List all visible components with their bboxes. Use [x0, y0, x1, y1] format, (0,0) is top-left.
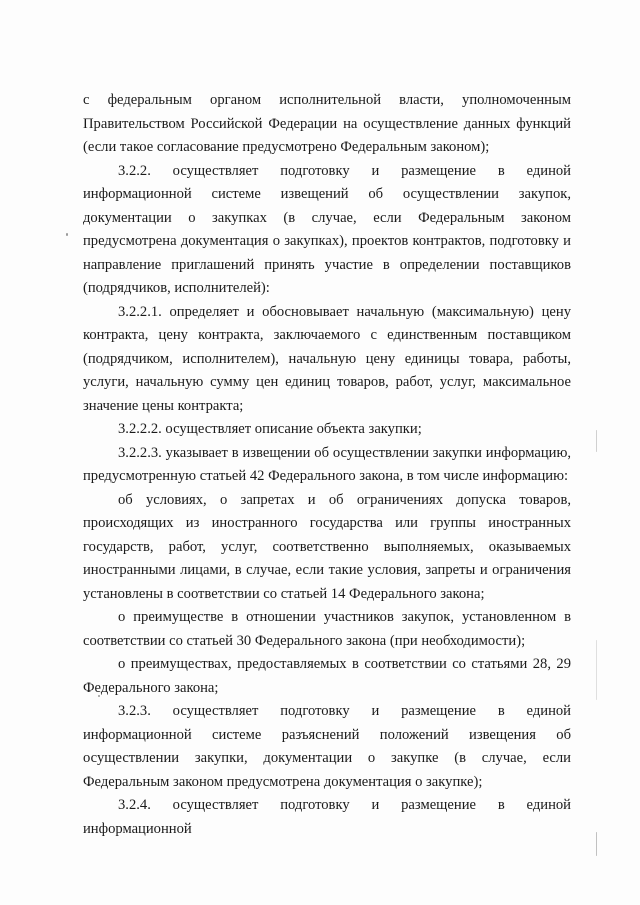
- paragraph-advantage-article-30: о преимуществе в отношении участников закупок, установленном в соответствии со статьей 30 Федерального закона (при необходимости);: [83, 609, 571, 649]
- document-body: [83, 89, 571, 841]
- paragraph-3-2-4: 3.2.4. осуществляет подготовку и размещение в единой информационной: [83, 797, 571, 837]
- scan-speck: [596, 832, 597, 856]
- paragraph-3-2-3: 3.2.3. осуществляет подготовку и размещение в единой информационной системе разъяснений положений извещения об осуществлении закупки, документации о закупке (в случае, если Федеральным законом предусмотрена документация о закупке);: [83, 703, 571, 790]
- paragraph-3-2-2-3: 3.2.2.3. указывает в извещении об осуществлении закупки информацию, предусмотренную статьей 42 Федерального закона, в том числе информацию:: [83, 444, 571, 484]
- paragraph-continuation: с федеральным органом исполнительной власти, уполномоченным Правительством Российской Федерации на осуществление данных функций (если такое согласование предусмотрено Федеральным законом);: [83, 92, 571, 155]
- scan-speck: [66, 233, 68, 236]
- scan-speck: [98, 695, 100, 697]
- paragraph-3-2-2-1: 3.2.2.1. определяет и обосновывает начальную (максимальную) цену контракта, цену контракта, заключаемого с единственным поставщиком (подрядчиком, исполнителем), начальную цену единицы товара, работы, услуги, начальную сумму цен единиц товаров, работ, услуг, максимальное значение цены контракта;: [83, 303, 571, 414]
- paragraph-conditions-bans: об условиях, о запретах и об ограничениях допуска товаров, происходящих из иностранного государства или группы иностранных государств, работ, услуг, соответственно выполняемых, оказываемых иностранными лицами, в случае, если такие условия, запреты и ограничения установлены в соответствии со статьей 14 Федерального закона;: [83, 491, 571, 602]
- paragraph-advantages-articles-28-29: о преимуществах, предоставляемых в соответствии со статьями 28, 29 Федерального закона;: [83, 656, 571, 696]
- scan-speck: [596, 640, 597, 700]
- paragraph-3-2-2-2: 3.2.2.2. осуществляет описание объекта закупки;: [118, 421, 422, 437]
- paragraph-3-2-2: 3.2.2. осуществляет подготовку и размещение в единой информационной системе извещений об осуществлении закупок, документации о закупках (в случае, если Федеральным законом предусмотрена документация о закупках), проектов контрактов, подготовку и направление приглашений принять участие в определении поставщиков (подрядчиков, исполнителей):: [83, 162, 571, 296]
- scan-speck: [596, 430, 597, 452]
